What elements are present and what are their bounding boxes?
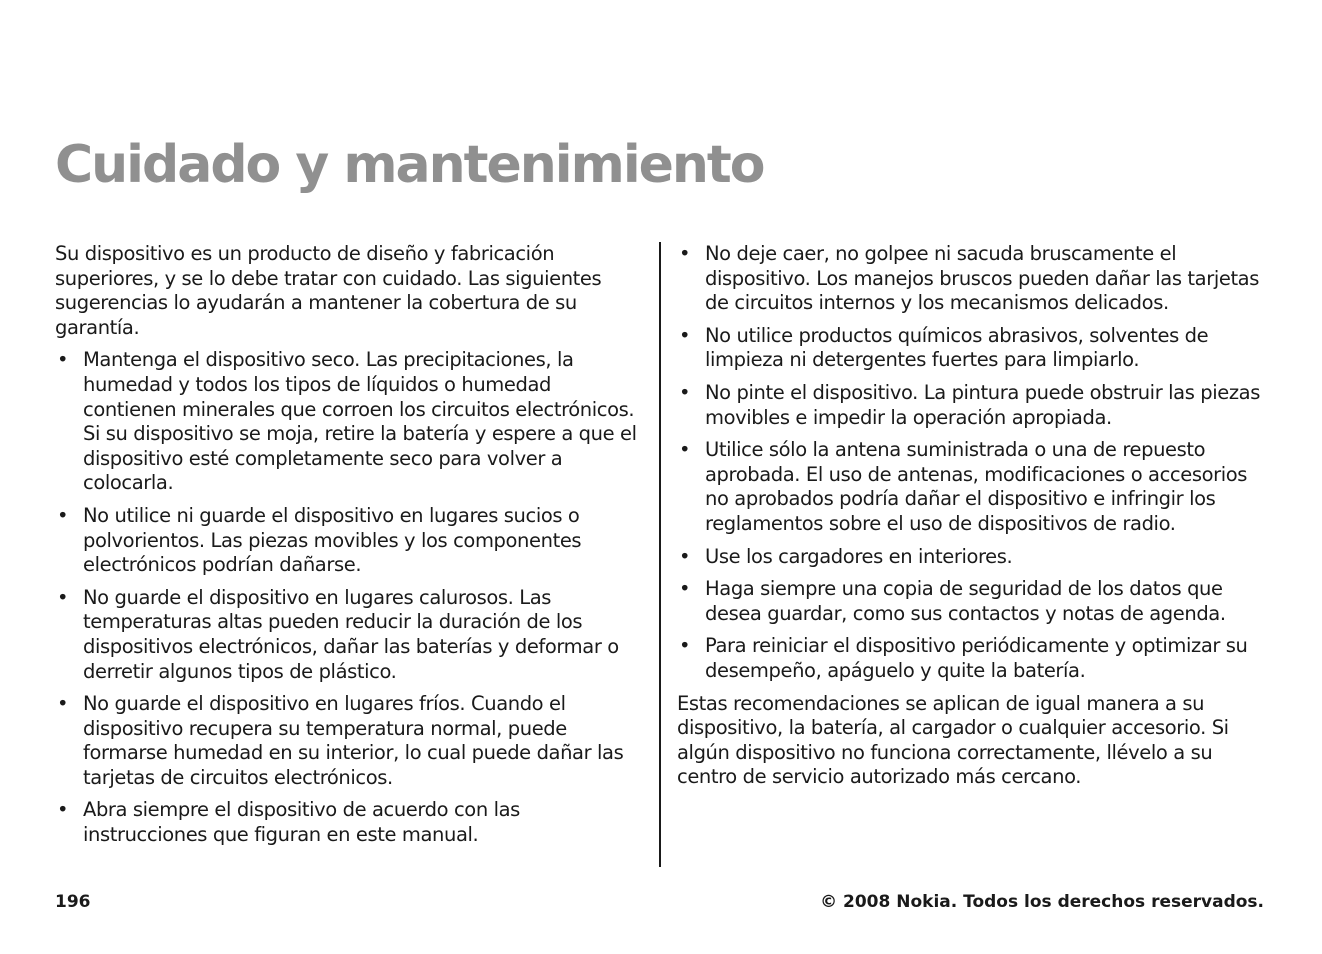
- list-item-text: No deje caer, no golpee ni sacuda bruscamente el dispositivo. Los manejos bruscos pueden dañar las tarjetas de circuitos internos y los mecanismos delicados.: [705, 242, 1259, 315]
- list-item-text: No pinte el dispositivo. La pintura puede obstruir las piezas movibles e impedir la operación apropiada.: [705, 380, 1260, 429]
- bullet-icon: •: [57, 585, 69, 609]
- list-item-text: Mantenga el dispositivo seco. Las precipitaciones, la humedad y todos los tipos de líquidos o humedad contienen minerales que corroen los circuitos electrónicos. Si su dispositivo se moja, retire la batería y espere a que el dispositivo esté completamente seco para volver a colocarla.: [83, 348, 637, 495]
- list-item: [55, 798, 647, 847]
- list-item-text: Utilice sólo la antena suministrada o una de repuesto aprobada. El uso de antenas, modificaciones o accesorios no aprobados podría dañar el dispositivo e infringir los reglamentos sobre el uso de dispositivos de radio.: [705, 438, 1248, 535]
- list-item-text: No utilice ni guarde el dispositivo en lugares sucios o polvorientos. Las piezas movibles y los componentes electrónicos podrían dañarse.: [83, 503, 582, 577]
- bullet-icon: •: [679, 380, 691, 404]
- bullet-icon: •: [679, 544, 691, 568]
- bullet-icon: •: [679, 438, 691, 462]
- list-item: [677, 634, 1269, 683]
- page-number: 196: [55, 892, 91, 912]
- bullet-icon: •: [57, 348, 69, 372]
- copyright-notice: © 2008 Nokia. Todos los derechos reservados.: [820, 892, 1264, 912]
- list-item-text: No guarde el dispositivo en lugares fríos. Cuando el dispositivo recupera su temperatura normal, puede formarse humedad en su interior, lo cual puede dañar las tarjetas de circuitos electrónicos.: [83, 692, 624, 789]
- closing-paragraph: Estas recomendaciones se aplican de igual manera a su dispositivo, la batería, al cargador o cualquier accesorio. Si algún dispositivo no funciona correctamente, llévelo a su centro de servicio autorizado más cercano.: [677, 691, 1229, 789]
- list-item-text: Use los cargadores en interiores.: [705, 544, 1013, 568]
- bullet-icon: •: [679, 323, 691, 347]
- left-bullet-list: [55, 348, 647, 847]
- bullet-icon: •: [679, 634, 691, 658]
- list-item: [677, 242, 1269, 316]
- list-item-text: Para reiniciar el dispositivo periódicamente y optimizar su desempeño, apáguelo y quite la batería.: [705, 634, 1248, 682]
- right-column: [677, 242, 1269, 798]
- list-item: [55, 504, 647, 578]
- column-divider: [659, 242, 661, 867]
- bullet-icon: •: [679, 577, 691, 601]
- list-item: [55, 348, 647, 496]
- list-item-text: Abra siempre el dispositivo de acuerdo con las instrucciones que figuran en este manual.: [83, 798, 520, 847]
- bullet-icon: •: [57, 503, 69, 527]
- bullet-icon: •: [57, 798, 69, 822]
- list-item: [677, 381, 1269, 430]
- list-item: [677, 438, 1269, 536]
- list-item-text: Haga siempre una copia de seguridad de los datos que desea guardar, como sus contactos y notas de agenda.: [705, 577, 1226, 625]
- list-item: [677, 545, 1269, 570]
- list-item-text: No utilice productos químicos abrasivos, solventes de limpieza ni detergentes fuertes para limpiarlo.: [705, 323, 1209, 372]
- right-bullet-list: [677, 242, 1269, 684]
- bullet-icon: •: [57, 692, 69, 716]
- list-item: [55, 586, 647, 684]
- list-item: [677, 577, 1269, 626]
- page-title: Cuidado y mantenimiento: [55, 135, 764, 195]
- bullet-icon: •: [679, 242, 691, 265]
- list-item: [55, 692, 647, 790]
- list-item-text: No guarde el dispositivo en lugares calurosos. Las temperaturas altas pueden reducir la duración de los dispositivos electrónicos, dañar las baterías y deformar o derretir algunos tipos de plástico.: [83, 585, 619, 683]
- intro-paragraph: Su dispositivo es un producto de diseño y fabricación superiores, y se lo debe tratar con cuidado. Las siguientes sugerencias lo ayudarán a mantener la cobertura de su garantía.: [55, 242, 602, 339]
- left-column: [55, 242, 647, 856]
- list-item: [677, 324, 1269, 373]
